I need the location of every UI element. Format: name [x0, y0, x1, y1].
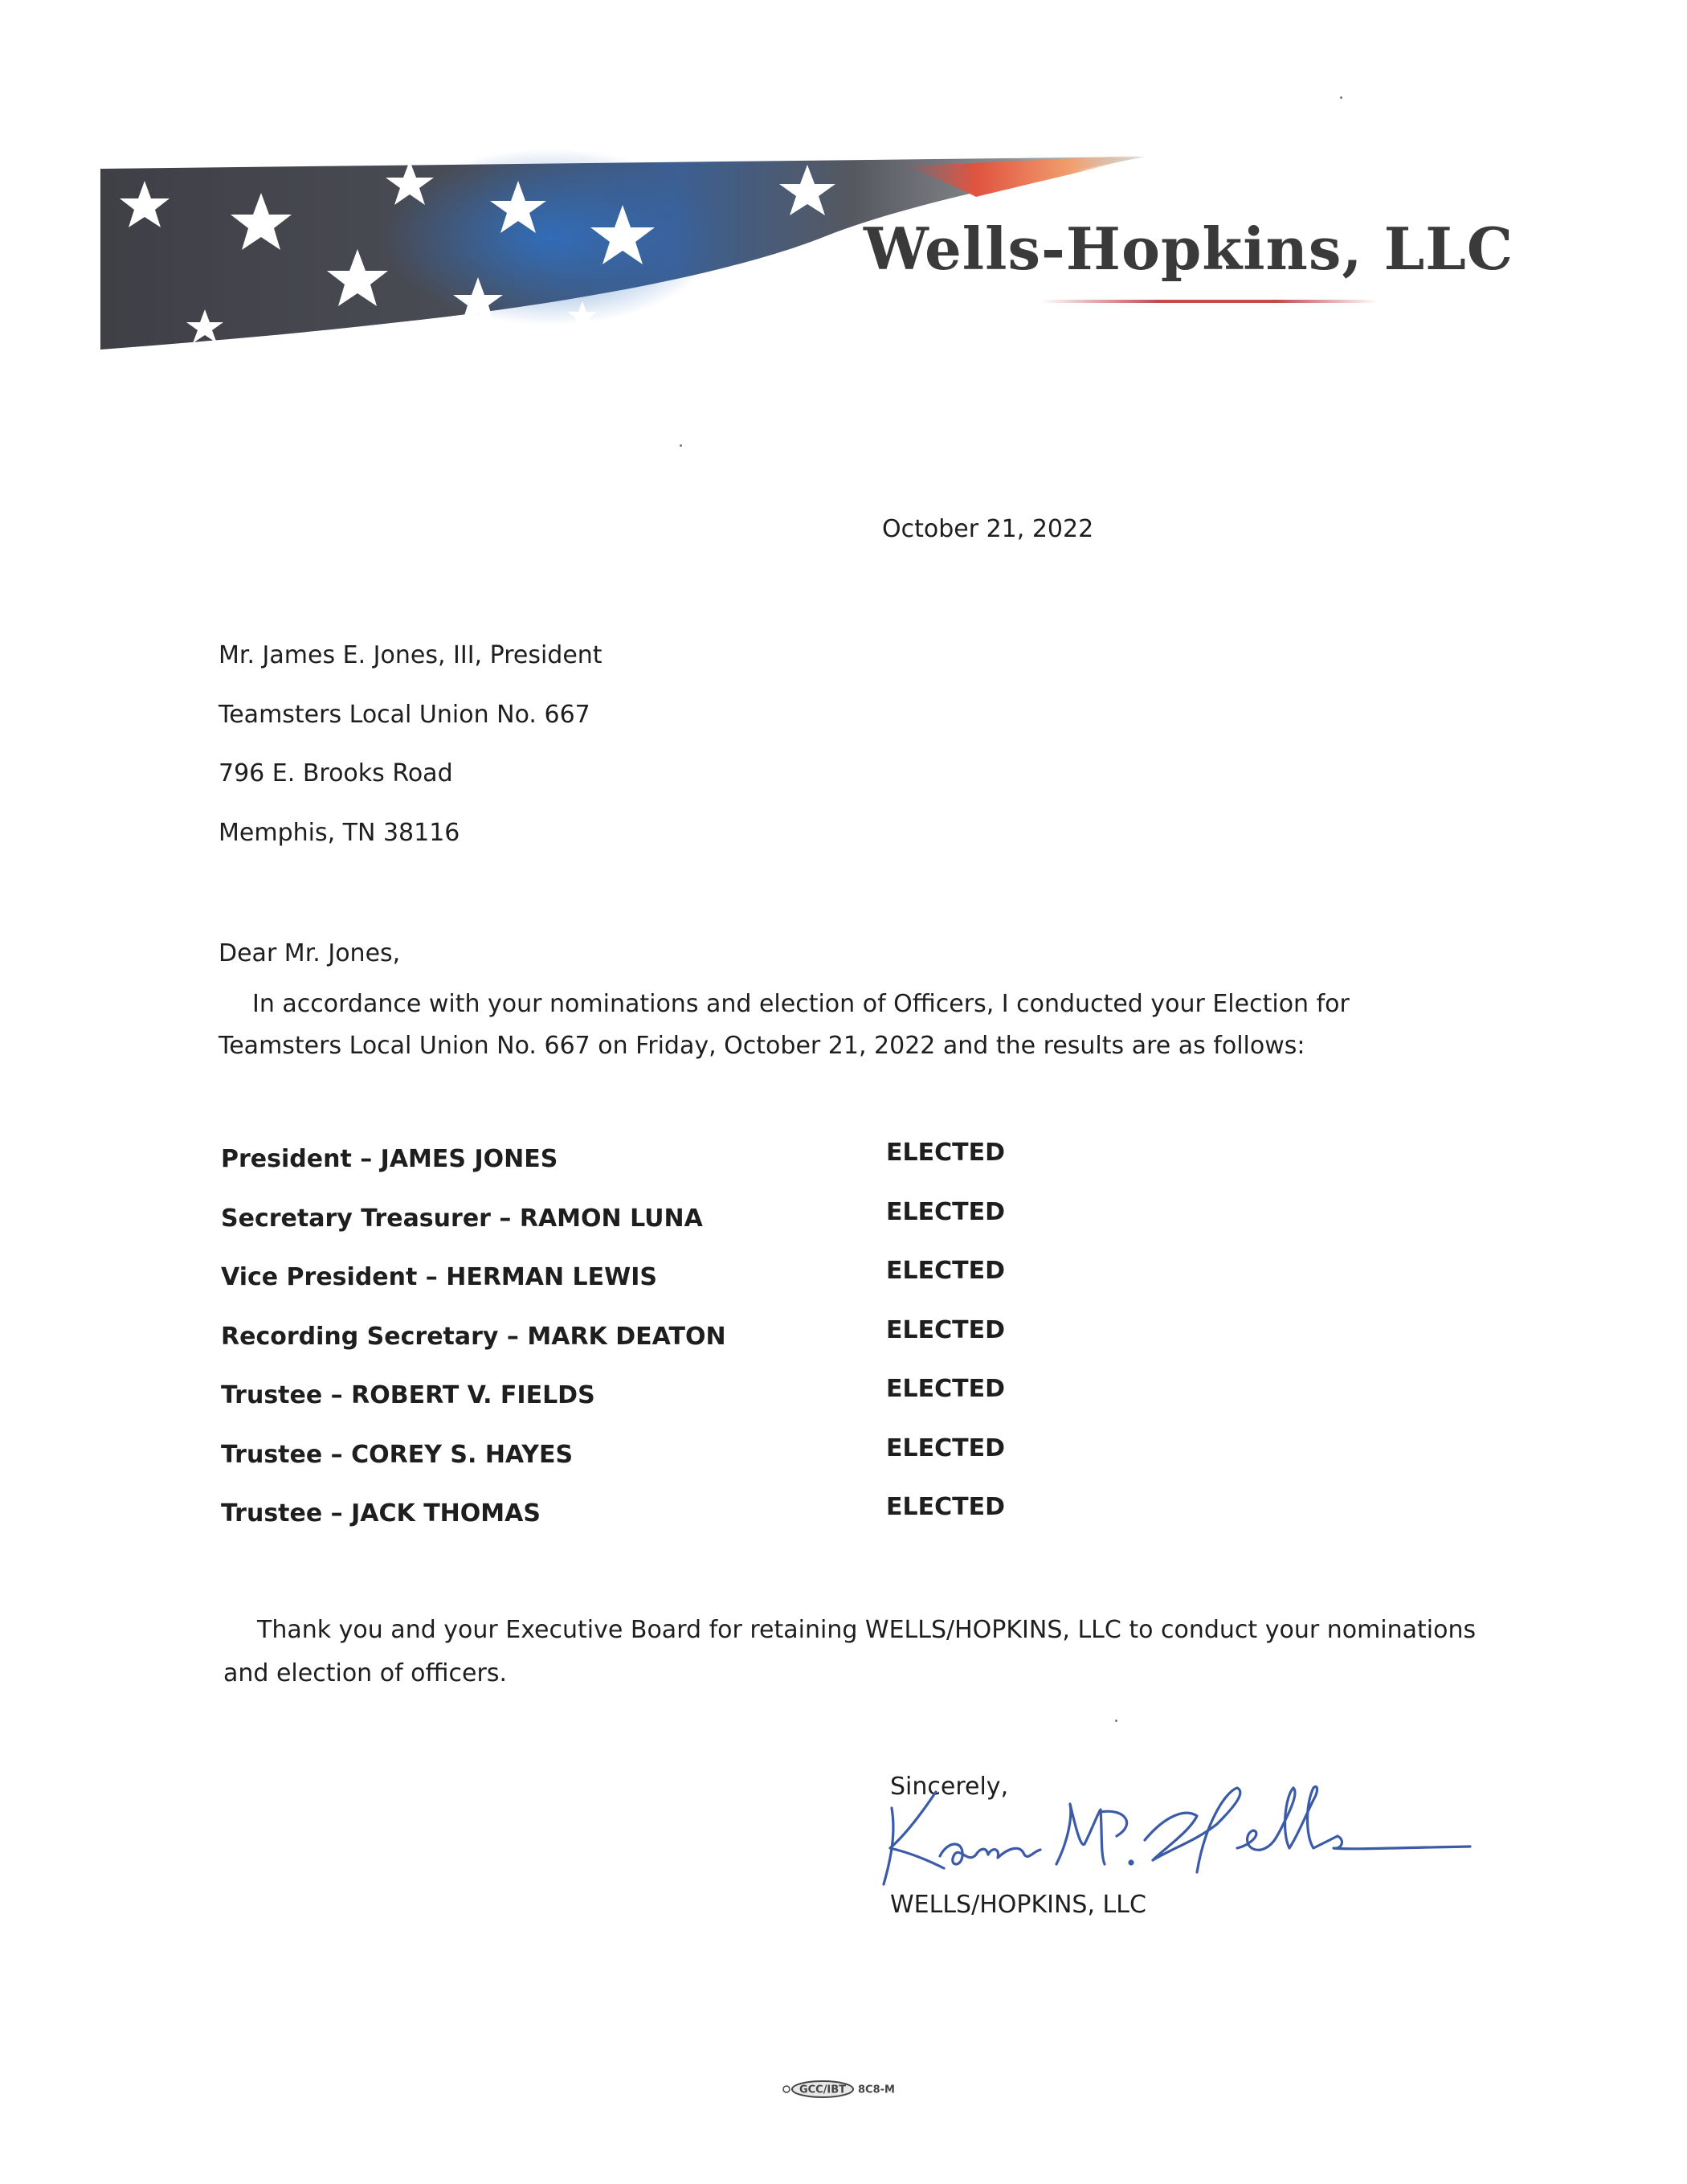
- intro-paragraph: In accordance with your nominations and election of Officers, I conducted your Election for Teamsters Local Union No. 667 on Friday, October 21, 2022 and the results are as follows:: [219, 990, 1350, 1060]
- result-status: ELECTED: [886, 1375, 1005, 1403]
- result-row: [221, 1197, 1024, 1264]
- result-row: [221, 1375, 1024, 1441]
- recipient-name: Mr. James E. Jones, III, President: [219, 641, 602, 669]
- result-status: ELECTED: [886, 1139, 1005, 1167]
- recipient-city-state: Memphis, TN 38116: [219, 819, 460, 847]
- closing-salutation: Sincerely,: [890, 1773, 1009, 1801]
- letterhead: [100, 149, 1514, 350]
- recipient-organization: Teamsters Local Union No. 667: [219, 701, 590, 729]
- result-office: Trustee – JACK THOMAS: [221, 1499, 541, 1528]
- union-bug-code: 8C8-M: [858, 2084, 895, 2096]
- result-row: [221, 1139, 1024, 1204]
- closing-paragraph: Thank you and your Executive Board for retaining WELLS/HOPKINS, LLC to conduct your nominations and election of officers.: [223, 1616, 1477, 1687]
- handwritten-signature: [860, 1760, 1486, 1896]
- result-status: ELECTED: [886, 1197, 1005, 1226]
- result-row: [221, 1434, 1024, 1500]
- result-office: Recording Secretary – MARK DEATON: [221, 1322, 726, 1351]
- result-office: Trustee – COREY S. HAYES: [221, 1440, 574, 1469]
- letter-date: October 21, 2022: [882, 515, 1094, 543]
- result-row: [221, 1257, 1024, 1323]
- result-status: ELECTED: [886, 1434, 1005, 1462]
- union-bug-logo: [781, 2078, 909, 2100]
- result-status: ELECTED: [886, 1493, 1005, 1521]
- result-row: [221, 1493, 1024, 1559]
- result-office: Vice President – HERMAN LEWIS: [221, 1263, 658, 1291]
- signatory-firm: WELLS/HOPKINS, LLC: [890, 1891, 1146, 1919]
- result-office: President – JAMES JONES: [221, 1145, 558, 1173]
- union-bug-label: GCC/IBT: [799, 2084, 847, 2096]
- recipient-street: 796 E. Brooks Road: [219, 759, 453, 787]
- result-status: ELECTED: [886, 1315, 1005, 1344]
- result-row: [221, 1315, 1024, 1382]
- election-results: [221, 1139, 1024, 1559]
- company-underline: [1040, 300, 1378, 303]
- result-status: ELECTED: [886, 1257, 1005, 1285]
- result-office: Trustee – ROBERT V. FIELDS: [221, 1381, 595, 1409]
- salutation: Dear Mr. Jones,: [219, 939, 401, 967]
- result-office: Secretary Treasurer – RAMON LUNA: [221, 1204, 703, 1233]
- company-name: Wells-Hopkins, LLC: [864, 215, 1514, 283]
